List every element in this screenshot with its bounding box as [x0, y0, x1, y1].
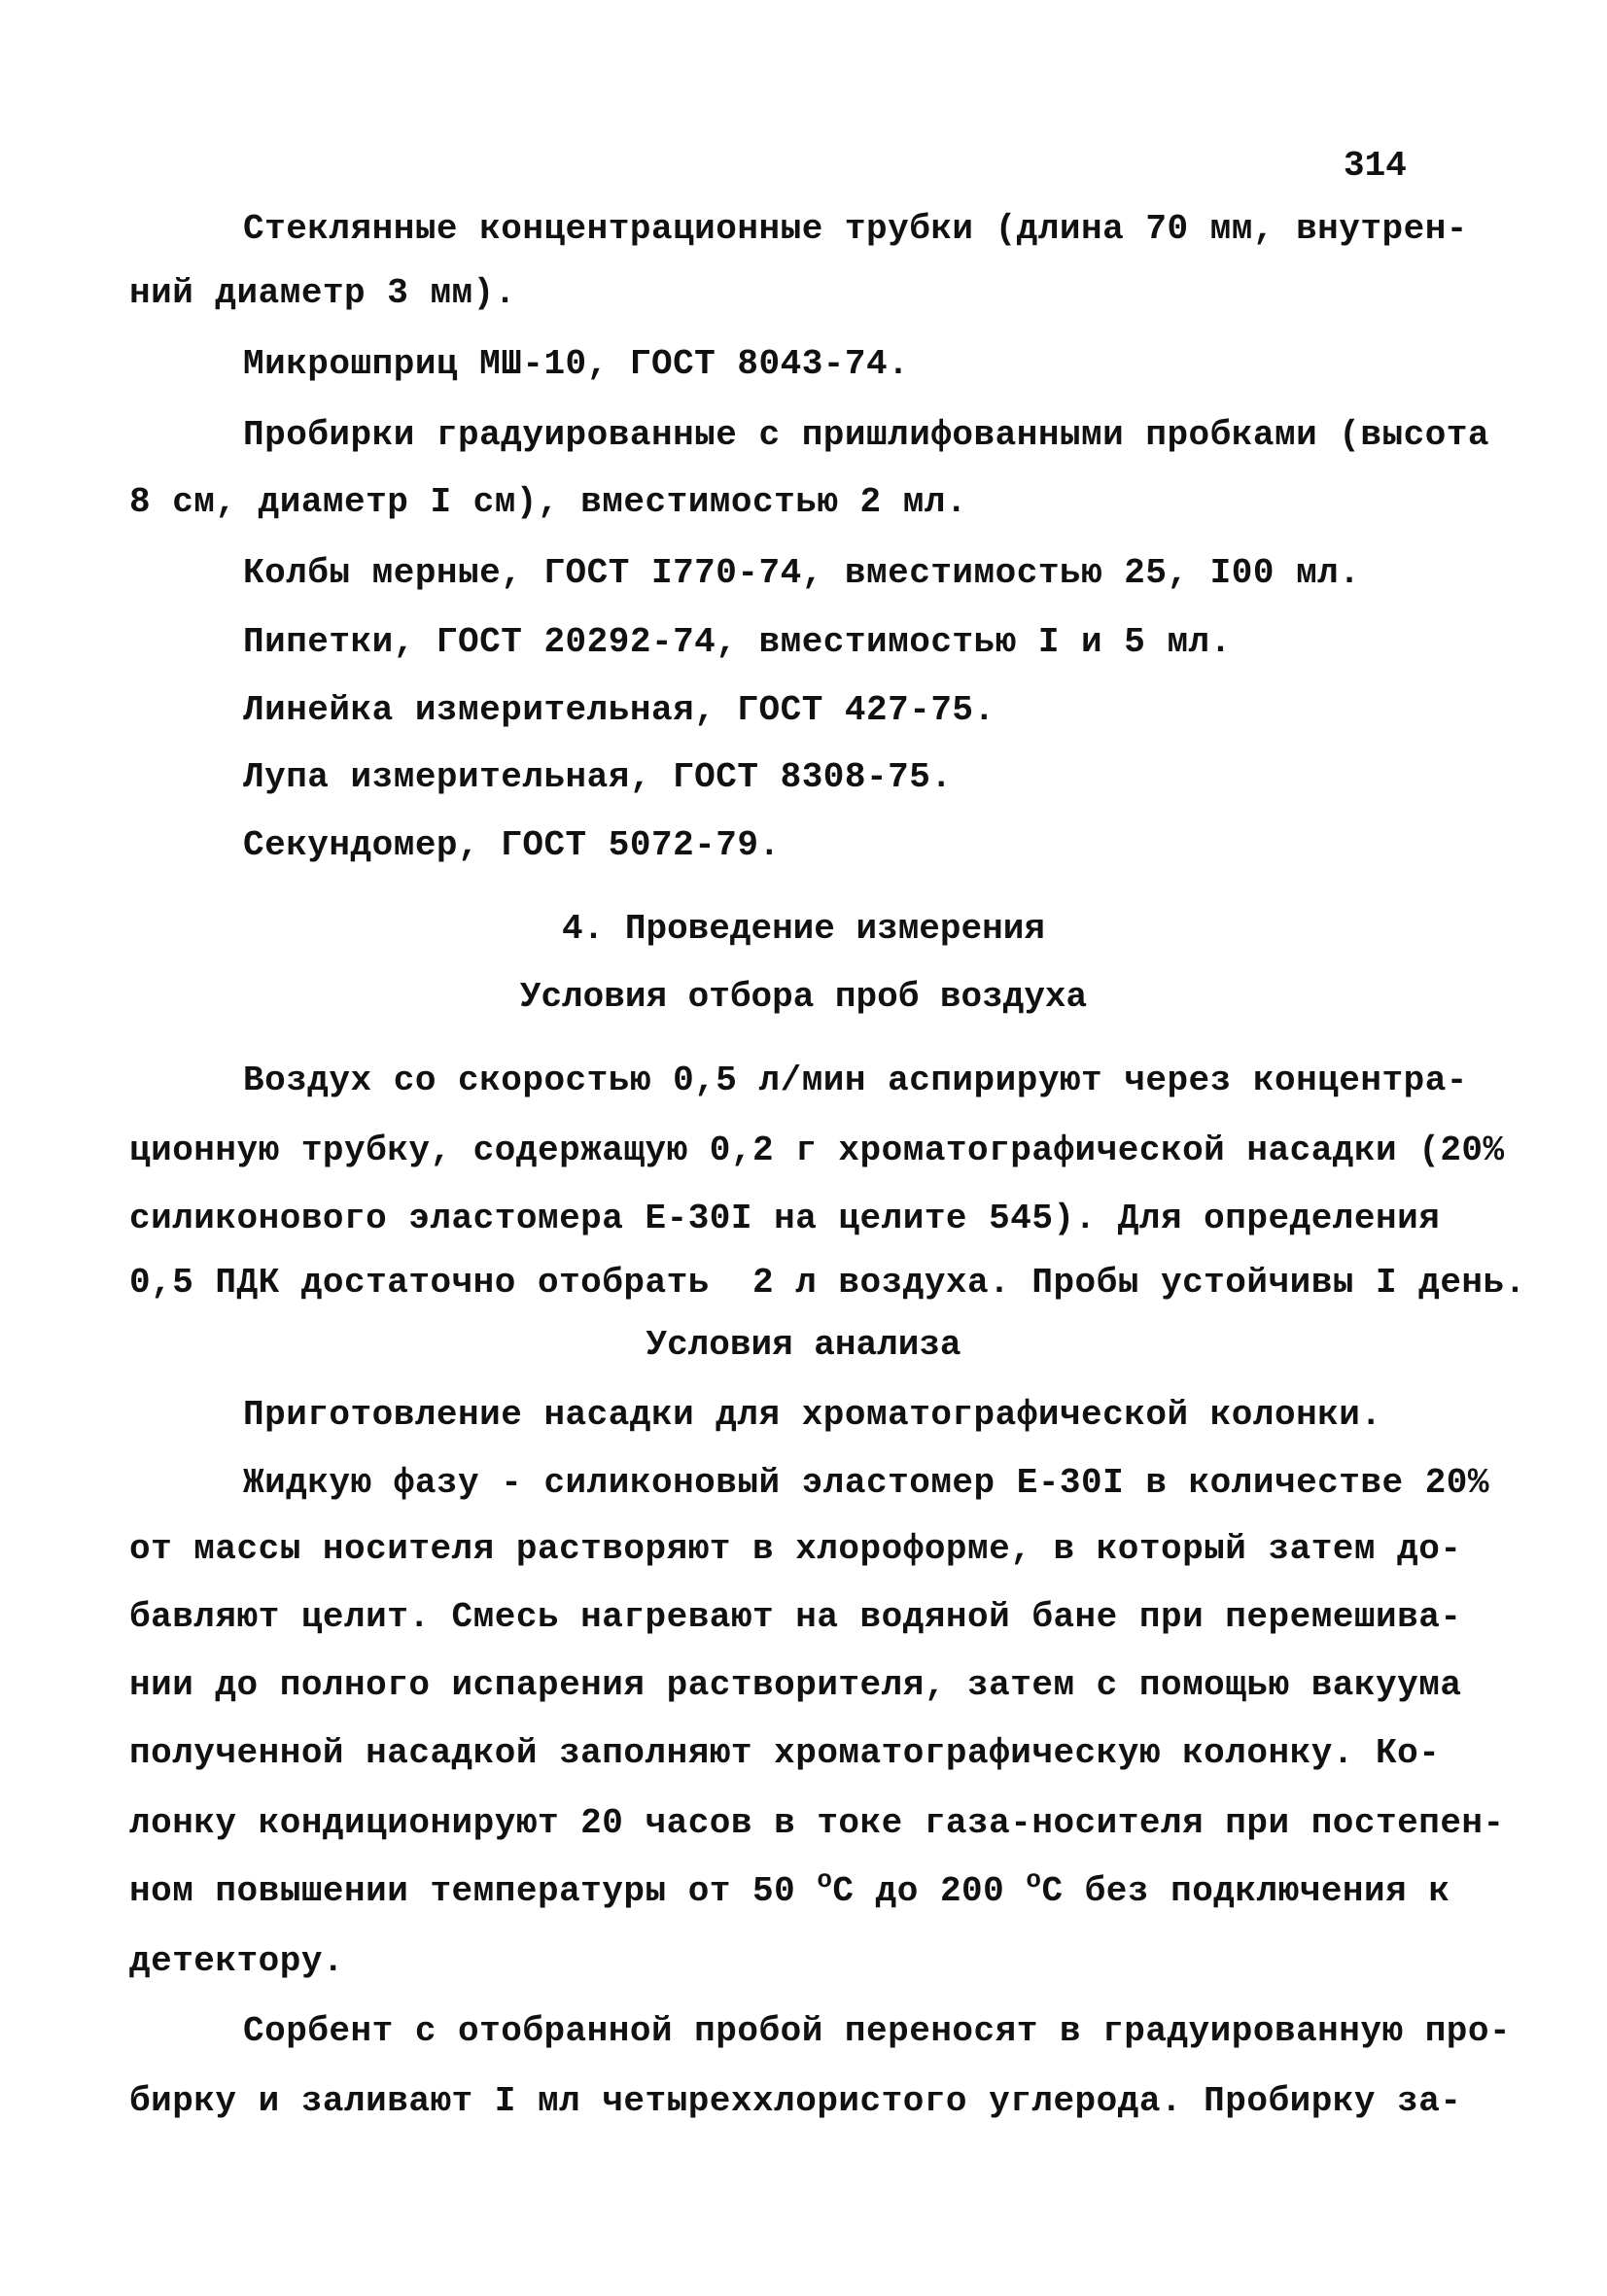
analysis-intro: Приготовление насадки для хроматографической колонки. [243, 1395, 1382, 1435]
analysis-paragraph-line: от массы носителя растворяют в хлороформе, в который затем до- [129, 1529, 1462, 1569]
subsection-analysis-title: Условия анализа [646, 1325, 961, 1365]
temp-unit-1: С до 200 [832, 1871, 1027, 1911]
equipment-item-stopwatch: Секундомер, ГОСТ 5072-79. [243, 825, 781, 865]
analysis-paragraph-line: лонку кондиционируют 20 часов в токе газа-носителя при постепен- [129, 1803, 1505, 1843]
equipment-item-microsyringe: Микрошприц МШ-10, ГОСТ 8043-74. [243, 344, 910, 384]
analysis-paragraph-line: полученной насадкой заполняют хроматографическую колонку. Ко- [129, 1733, 1441, 1773]
subsection-sampling-title: Условия отбора проб воздуха [519, 977, 1088, 1017]
equipment-item-test-tubes-line1: Пробирки градуированные с пришлифованными пробками (высота [243, 415, 1490, 455]
equipment-item-ruler: Линейка измерительная, ГОСТ 427-75. [243, 690, 996, 730]
sorbent-paragraph-line: бирку и заливают I мл четыреххлористого углерода. Пробирку за- [129, 2081, 1462, 2121]
analysis-temperature-line [129, 1865, 1450, 1915]
equipment-item-flasks: Колбы мерные, ГОСТ I770-74, вместимостью 25, I00 мл. [243, 553, 1361, 593]
sampling-paragraph-line: 0,5 ПДК достаточно отобрать 2 л воздуха. Пробы устойчивы I день. [129, 1263, 1526, 1303]
sampling-paragraph-line: Воздух со скоростью 0,5 л/мин аспирируют через концентра- [243, 1061, 1468, 1100]
equipment-item-test-tubes-line2: 8 см, диаметр I см), вместимостью 2 мл. [129, 482, 968, 522]
equipment-item-glass-tubes-line2: ний диаметр 3 мм). [129, 273, 516, 313]
temp-unit-2: С без подключения к [1041, 1871, 1450, 1911]
temp-line-start: ном повышении температуры от 50 [129, 1871, 818, 1911]
sampling-paragraph-line: ционную трубку, содержащую 0,2 г хроматографической насадки (20% [129, 1131, 1505, 1170]
sampling-paragraph-line: силиконового эластомера Е-30I на целите 545). Для определения [129, 1199, 1441, 1238]
equipment-item-pipettes: Пипетки, ГОСТ 20292-74, вместимостью I и 5 мл. [243, 622, 1232, 662]
degree-sign: о [1026, 1865, 1042, 1895]
analysis-paragraph-line: Жидкую фазу - силиконовый эластомер Е-30I в количестве 20% [243, 1463, 1490, 1503]
equipment-item-magnifier: Лупа измерительная, ГОСТ 8308-75. [243, 757, 953, 797]
analysis-paragraph-line: бавляют целит. Смесь нагревают на водяной бане при перемешива- [129, 1597, 1462, 1637]
sorbent-paragraph-line: Сорбент с отобранной пробой переносят в градуированную про- [243, 2011, 1512, 2051]
section-title: 4. Проведение измерения [562, 909, 1045, 949]
analysis-paragraph-line: нии до полного испарения растворителя, затем с помощью вакуума [129, 1665, 1462, 1705]
page-number: 314 [1344, 146, 1407, 186]
analysis-paragraph-last-line: детектору. [129, 1941, 345, 1981]
degree-sign: о [817, 1865, 833, 1895]
equipment-item-glass-tubes-line1: Стеклянные концентрационные трубки (длина 70 мм, внутрен- [243, 209, 1468, 249]
